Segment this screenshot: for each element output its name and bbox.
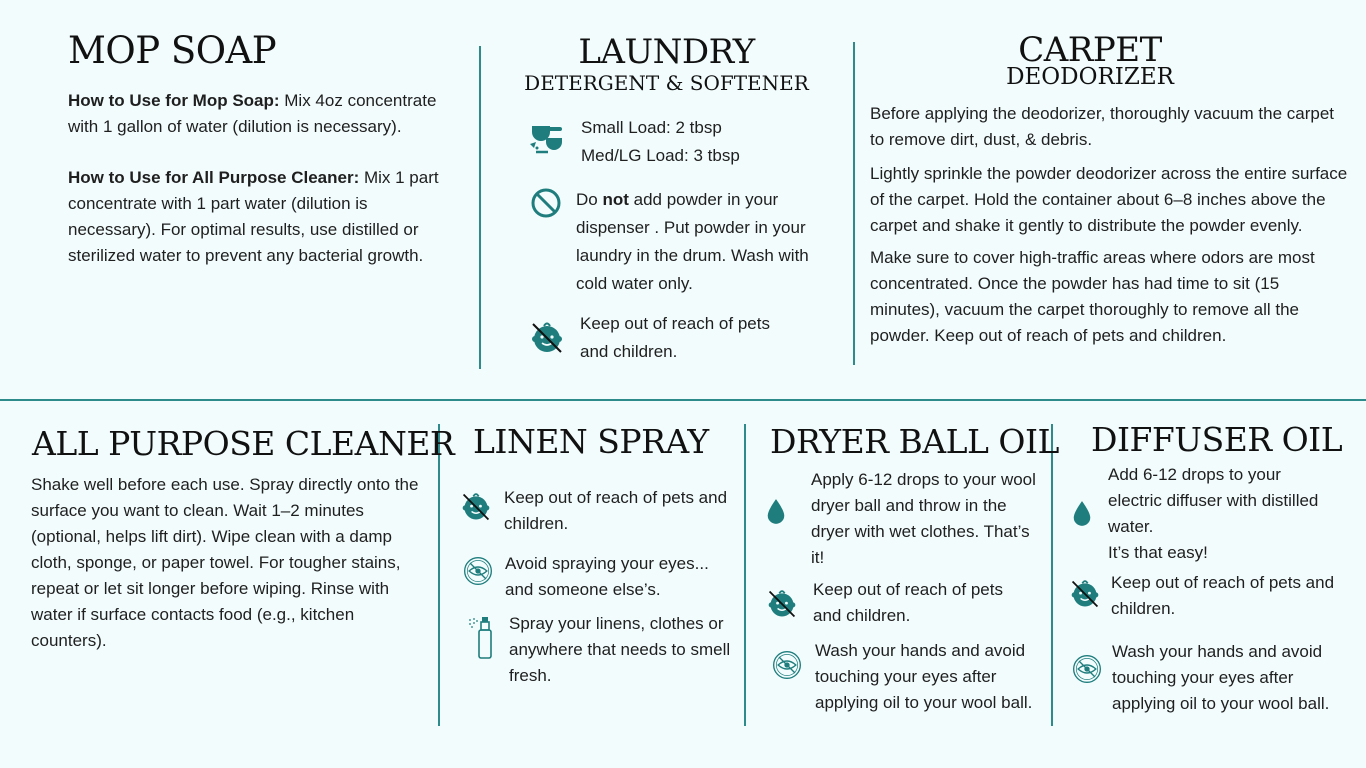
mop-soap-instructions bbox=[68, 88, 458, 269]
diffuser-oil-title: DIFFUSER OIL bbox=[1091, 420, 1343, 459]
child-pet-warning-icon bbox=[1069, 578, 1101, 610]
eye-warning-icon bbox=[771, 649, 803, 681]
measuring-cups-icon bbox=[528, 118, 568, 158]
oil-drop-icon bbox=[765, 497, 787, 525]
apc-usage-text: Mix 1 part concentrate with 1 part water (dilution is necessary). For optimal results, use distilled or sterilized water to prevent any bacterial growth. bbox=[68, 168, 439, 265]
mop-usage-label: How to Use for Mop Soap: bbox=[68, 91, 280, 110]
linen-eye-warning-text: Avoid spraying your eyes... and someone else’s. bbox=[505, 554, 709, 599]
carpet-title: CARPET bbox=[1018, 30, 1162, 70]
divider-dryer-diffuser bbox=[1051, 424, 1053, 726]
laundry-keep-out-text: Keep out of reach of pets and children. bbox=[580, 314, 770, 361]
diffuser-keep-out-text: Keep out of reach of pets and children. bbox=[1111, 573, 1335, 618]
carpet-step-3: Make sure to cover high-traffic areas where odors are most concentrated. Once the powder has had time to sit (15 minutes), vacuum the carpet thoroughly to remove all the powder. Keep out of reach of pets and children. bbox=[870, 248, 1315, 345]
divider-linen-dryer bbox=[744, 424, 746, 726]
dryer-apply-text: Apply 6-12 drops to your wool dryer ball and throw in the dryer with wet clothes. That’s it! bbox=[811, 470, 1036, 567]
eye-warning-icon bbox=[1071, 653, 1103, 685]
carpet-step-1: Before applying the deodorizer, thoroughly vacuum the carpet to remove dirt, dust, & debris. bbox=[870, 104, 1335, 149]
dryer-wash-text: Wash your hands and avoid touching your eyes after applying oil to your wool ball. bbox=[815, 641, 1033, 712]
oil-drop-icon bbox=[1071, 499, 1093, 527]
linen-spray-title: LINEN SPRAY bbox=[473, 422, 709, 461]
diffuser-add-text bbox=[1108, 462, 1328, 566]
child-pet-warning-icon bbox=[529, 320, 565, 356]
mop-usage-text: Mix 4oz concentrate with 1 gallon of water (dilution is necessary). bbox=[68, 91, 437, 136]
carpet-step-2: Lightly sprinkle the powder deodorizer across the entire surface of the carpet. Hold the container about 6–8 inches above the carpet and shake it gently to distribute the powder evenly. bbox=[870, 164, 1348, 235]
child-pet-warning-icon bbox=[460, 491, 492, 523]
laundry-load-amounts bbox=[581, 114, 841, 170]
carpet-subtitle: DEODORIZER bbox=[1006, 64, 1174, 90]
eye-warning-icon bbox=[462, 555, 494, 587]
linen-keep-out-text: Keep out of reach of pets and children. bbox=[504, 488, 728, 533]
carpet-instructions bbox=[870, 101, 1350, 349]
divider-horizontal bbox=[0, 399, 1366, 401]
mop-soap-title: MOP SOAP bbox=[68, 29, 277, 72]
all-purpose-cleaner-instructions: Shake well before each use. Spray directly onto the surface you want to clean. Wait 1–2 minutes (optional, helps lift dirt). Wipe clean with a damp cloth, sponge, or paper towel. For tougher stains, repeat or let sit longer before wiping. Rinse with water if surface contacts food (e.g., kitchen counters). bbox=[31, 475, 419, 650]
dryer-keep-out-text: Keep out of reach of pets and children. bbox=[813, 580, 1003, 625]
laundry-subtitle: DETERGENT & SOFTENER bbox=[524, 71, 809, 95]
spray-bottle-icon bbox=[466, 614, 498, 662]
small-load-text: Small Load: 2 tbsp bbox=[581, 118, 722, 137]
diffuser-add-instructions: Add 6-12 drops to your electric diffuser with distilled water. bbox=[1108, 465, 1319, 536]
laundry-dispenser-warning: Do not add powder in your dispenser . Put powder in your laundry in the drum. Wash with cold water only. bbox=[576, 190, 809, 293]
no-symbol-icon bbox=[530, 187, 562, 219]
apc-usage-label: How to Use for All Purpose Cleaner: bbox=[68, 168, 360, 187]
all-purpose-cleaner-title: ALL PURPOSE CLEANER bbox=[32, 424, 455, 463]
linen-spray-text: Spray your linens, clothes or anywhere that needs to smell fresh. bbox=[509, 614, 731, 685]
med-load-text: Med/LG Load: 3 tbsp bbox=[581, 146, 740, 165]
dryer-ball-oil-title: DRYER BALL OIL bbox=[770, 422, 1059, 461]
diffuser-easy-text: It’s that easy! bbox=[1108, 543, 1208, 562]
laundry-title: LAUNDRY bbox=[578, 32, 755, 72]
child-pet-warning-icon bbox=[766, 588, 798, 620]
warning-emphasis: not bbox=[602, 190, 629, 209]
diffuser-wash-text: Wash your hands and avoid touching your eyes after applying oil to your wool ball. bbox=[1112, 642, 1330, 713]
divider-apc-linen bbox=[438, 424, 440, 726]
